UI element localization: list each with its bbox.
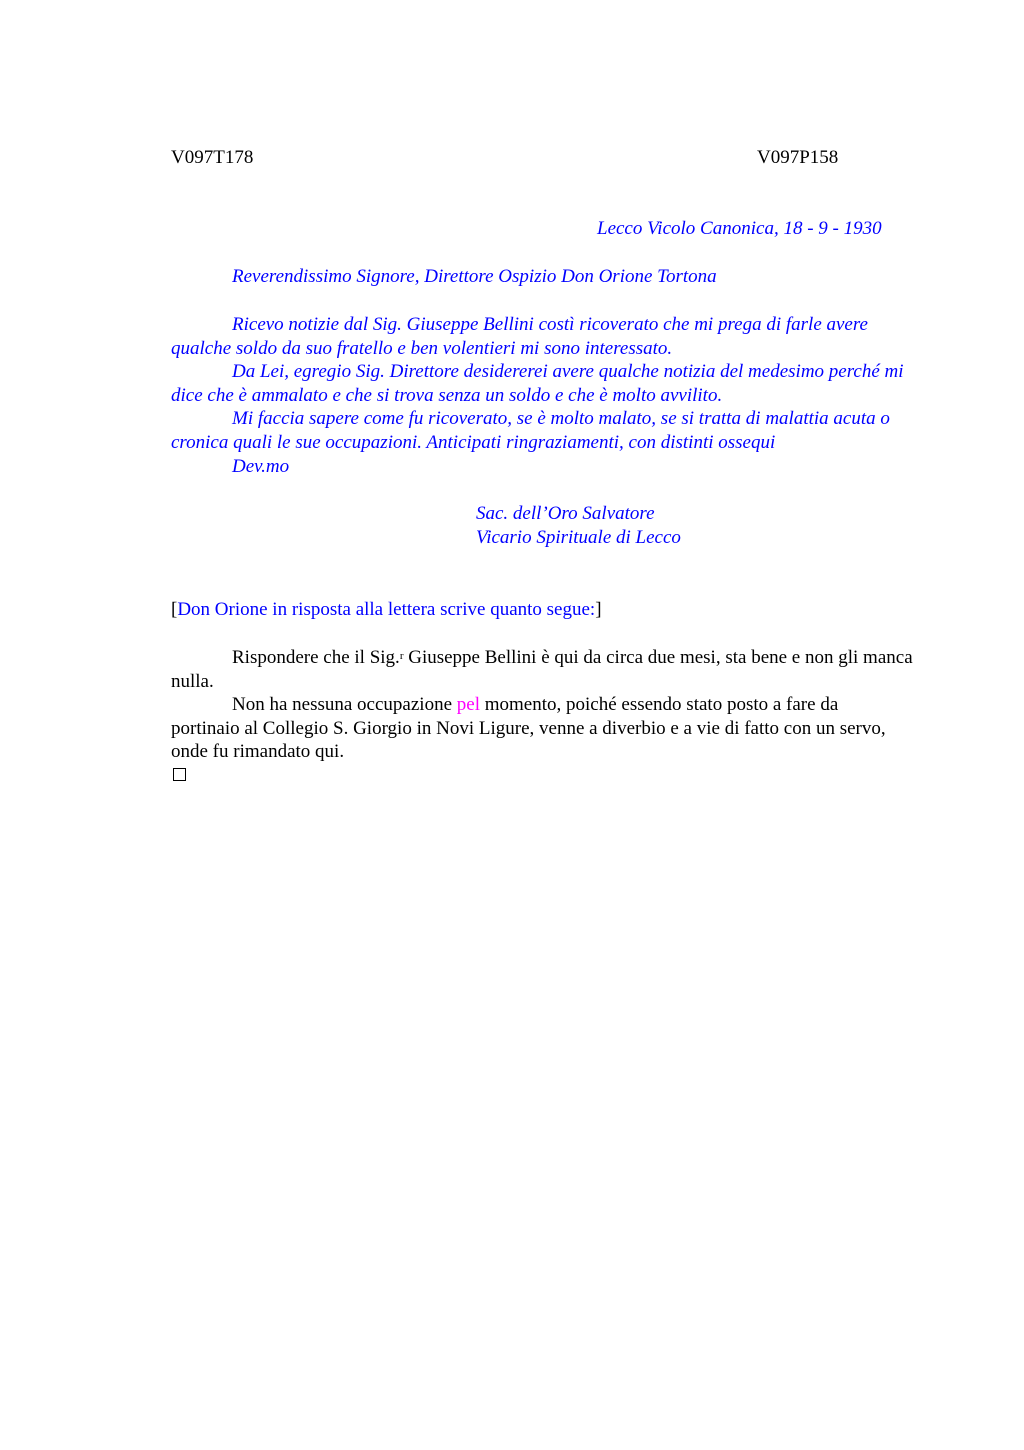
signature-title: Vicario Spirituale di Lecco bbox=[476, 527, 681, 548]
reply-paragraph-1 bbox=[171, 646, 923, 693]
letter-place-date: Lecco Vicolo Canonica, 18 - 9 - 1930 bbox=[597, 218, 882, 239]
letter-closing: Dev.mo bbox=[232, 456, 290, 477]
letter-paragraph-1: Ricevo notizie dal Sig. Giuseppe Bellini costì ricoverato che mi prega di farle avere qualche soldo da suo fratello e ben volentieri mi sono interessato. bbox=[171, 314, 868, 359]
reply-paragraph-2 bbox=[171, 693, 899, 764]
editorial-note-close-bracket: ] bbox=[595, 599, 602, 620]
reply-p1-superscript: r bbox=[399, 650, 404, 662]
editorial-note-open-bracket: [ bbox=[171, 599, 178, 620]
reply-p2-highlight: pel bbox=[456, 694, 480, 715]
reply-p1-before: Rispondere che il Sig. bbox=[232, 647, 400, 668]
editorial-note-text: Don Orione in risposta alla lettera scrive quanto segue: bbox=[177, 599, 596, 620]
reply-p2-after: momento, poiché essendo stato posto a fare da portinaio al Collegio S. Giorgio in Novi Ligure, venne a diverbio e a vie di fatto con un servo, onde fu rimandato qui. bbox=[171, 694, 886, 763]
letter-paragraph-3: Mi faccia sapere come fu ricoverato, se è molto malato, se si tratta di malattia acuta o cronica quali le sue occupazioni. Anticipati ringraziamenti, con distinti ossequi bbox=[171, 408, 890, 453]
reply-p2-before: Non ha nessuna occupazione bbox=[232, 694, 457, 715]
end-marker-box-icon bbox=[173, 768, 186, 781]
editorial-note bbox=[171, 598, 602, 622]
reply-p1-after: Giuseppe Bellini è qui da circa due mesi, sta bene e non gli manca nulla. bbox=[171, 647, 913, 692]
right-document-code: V097P158 bbox=[757, 147, 839, 168]
letter-paragraph-2: Da Lei, egregio Sig. Direttore desidererei avere qualche notizia del medesimo perché mi dice che è ammalato e che si trova senza un soldo e che è molto avvilito. bbox=[171, 361, 904, 406]
signature-name: Sac. dell’Oro Salvatore bbox=[476, 503, 655, 524]
letter-salutation: Reverendissimo Signore, Direttore Ospizio Don Orione Tortona bbox=[232, 266, 717, 287]
left-document-code: V097T178 bbox=[171, 147, 254, 168]
